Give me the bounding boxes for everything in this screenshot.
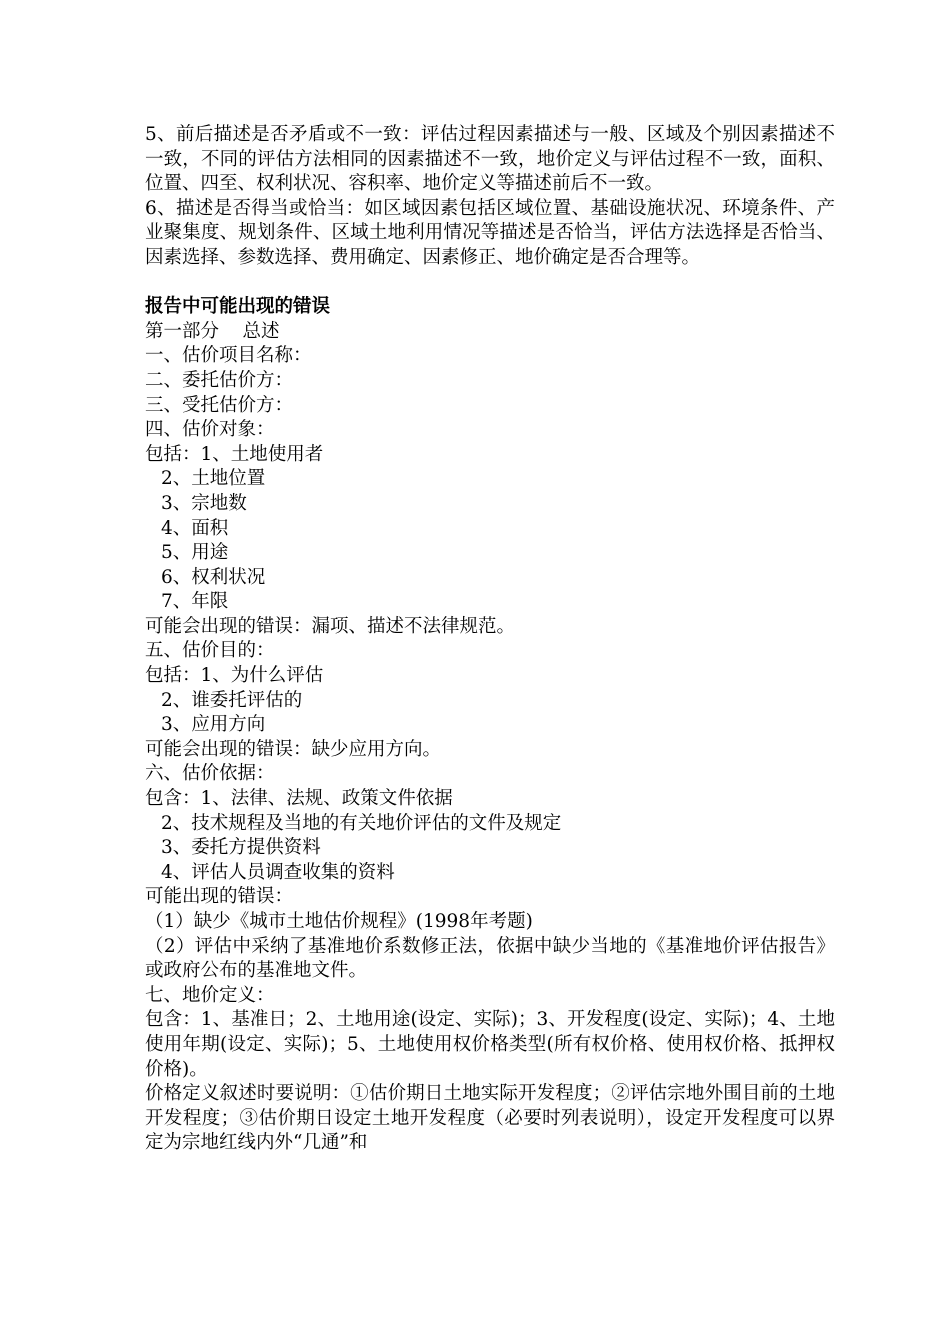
object-subitem: 5、用途 <box>161 542 229 564</box>
object-includes: 包括：1、土地使用者 <box>145 443 324 465</box>
definition-includes: 包含：1、基准日；2、土地用途(设定、实际)；3、开发程度(设定、实际)；4、土地使用年期(设定、实际)；5、土地使用权价格类型(所有权价格、使用权价格、抵押权价格)。 <box>145 1009 835 1080</box>
item-valuation-basis: 六、估价依据： <box>145 763 275 785</box>
item-contractor: 三、受托估价方： <box>145 394 294 416</box>
basis-subitem: 3、委托方提供资料 <box>161 837 321 859</box>
basis-error-2: （2）评估中采纳了基准地价系数修正法，依据中缺少当地的《基准地价评估报告》或政府公布的基准地文件。 <box>145 935 835 982</box>
purpose-subitem: 2、谁委托评估的 <box>161 689 303 711</box>
paragraph-item-6: 6、描述是否得当或恰当：如区域因素包括区域位置、基础设施状况、环境条件、产业聚集度、规划条件、区域土地利用情况等描述是否恰当，评估方法选择是否恰当、因素选择、参数选择、费用确定、因素修正、地价确定是否合理等。 <box>145 197 835 268</box>
object-subitem: 6、权利状况 <box>161 566 266 588</box>
object-subitem: 4、面积 <box>161 517 229 539</box>
document-page <box>145 123 835 1156</box>
paragraph-item-5: 5、前后描述是否矛盾或不一致：评估过程因素描述与一般、区域及个别因素描述不一致，不同的评估方法相同的因素描述不一致，地价定义与评估过程不一致，面积、位置、四至、权利状况、容积率、地价定义等描述前后不一致。 <box>145 124 835 195</box>
section-heading: 报告中可能出现的错误 <box>145 296 331 318</box>
basis-subitem: 2、技术规程及当地的有关地价评估的文件及规定 <box>161 812 562 834</box>
item-valuation-object: 四、估价对象： <box>145 419 275 441</box>
object-subitem: 3、宗地数 <box>161 492 247 514</box>
item-client: 二、委托估价方： <box>145 369 294 391</box>
purpose-possible-errors: 可能会出现的错误：缺少应用方向。 <box>145 738 442 760</box>
basis-error-1: （1）缺少《城市土地估价规程》(1998年考题) <box>145 911 533 932</box>
basis-possible-errors: 可能出现的错误： <box>145 886 294 908</box>
basis-subitem: 4、评估人员调查收集的资料 <box>161 861 395 883</box>
item-land-price-definition: 七、地价定义： <box>145 984 275 1006</box>
object-possible-errors: 可能会出现的错误：漏项、描述不法律规范。 <box>145 615 516 637</box>
definition-note: 价格定义叙述时要说明：①估价期日土地实际开发程度；②评估宗地外围目前的土地开发程度；③估价期日设定土地开发程度（必要时列表说明），设定开发程度可以界定为宗地红线内外“几通”和 <box>145 1083 835 1154</box>
item-project-name: 一、估价项目名称： <box>145 345 312 367</box>
basis-includes: 包含：1、法律、法规、政策文件依据 <box>145 788 453 810</box>
purpose-subitem: 3、应用方向 <box>161 714 266 736</box>
part-title: 第一部分 总述 <box>145 320 280 342</box>
object-subitem: 2、土地位置 <box>161 468 266 490</box>
item-valuation-purpose: 五、估价目的： <box>145 640 275 662</box>
purpose-includes: 包括：1、为什么评估 <box>145 665 324 687</box>
object-subitem: 7、年限 <box>161 591 229 613</box>
